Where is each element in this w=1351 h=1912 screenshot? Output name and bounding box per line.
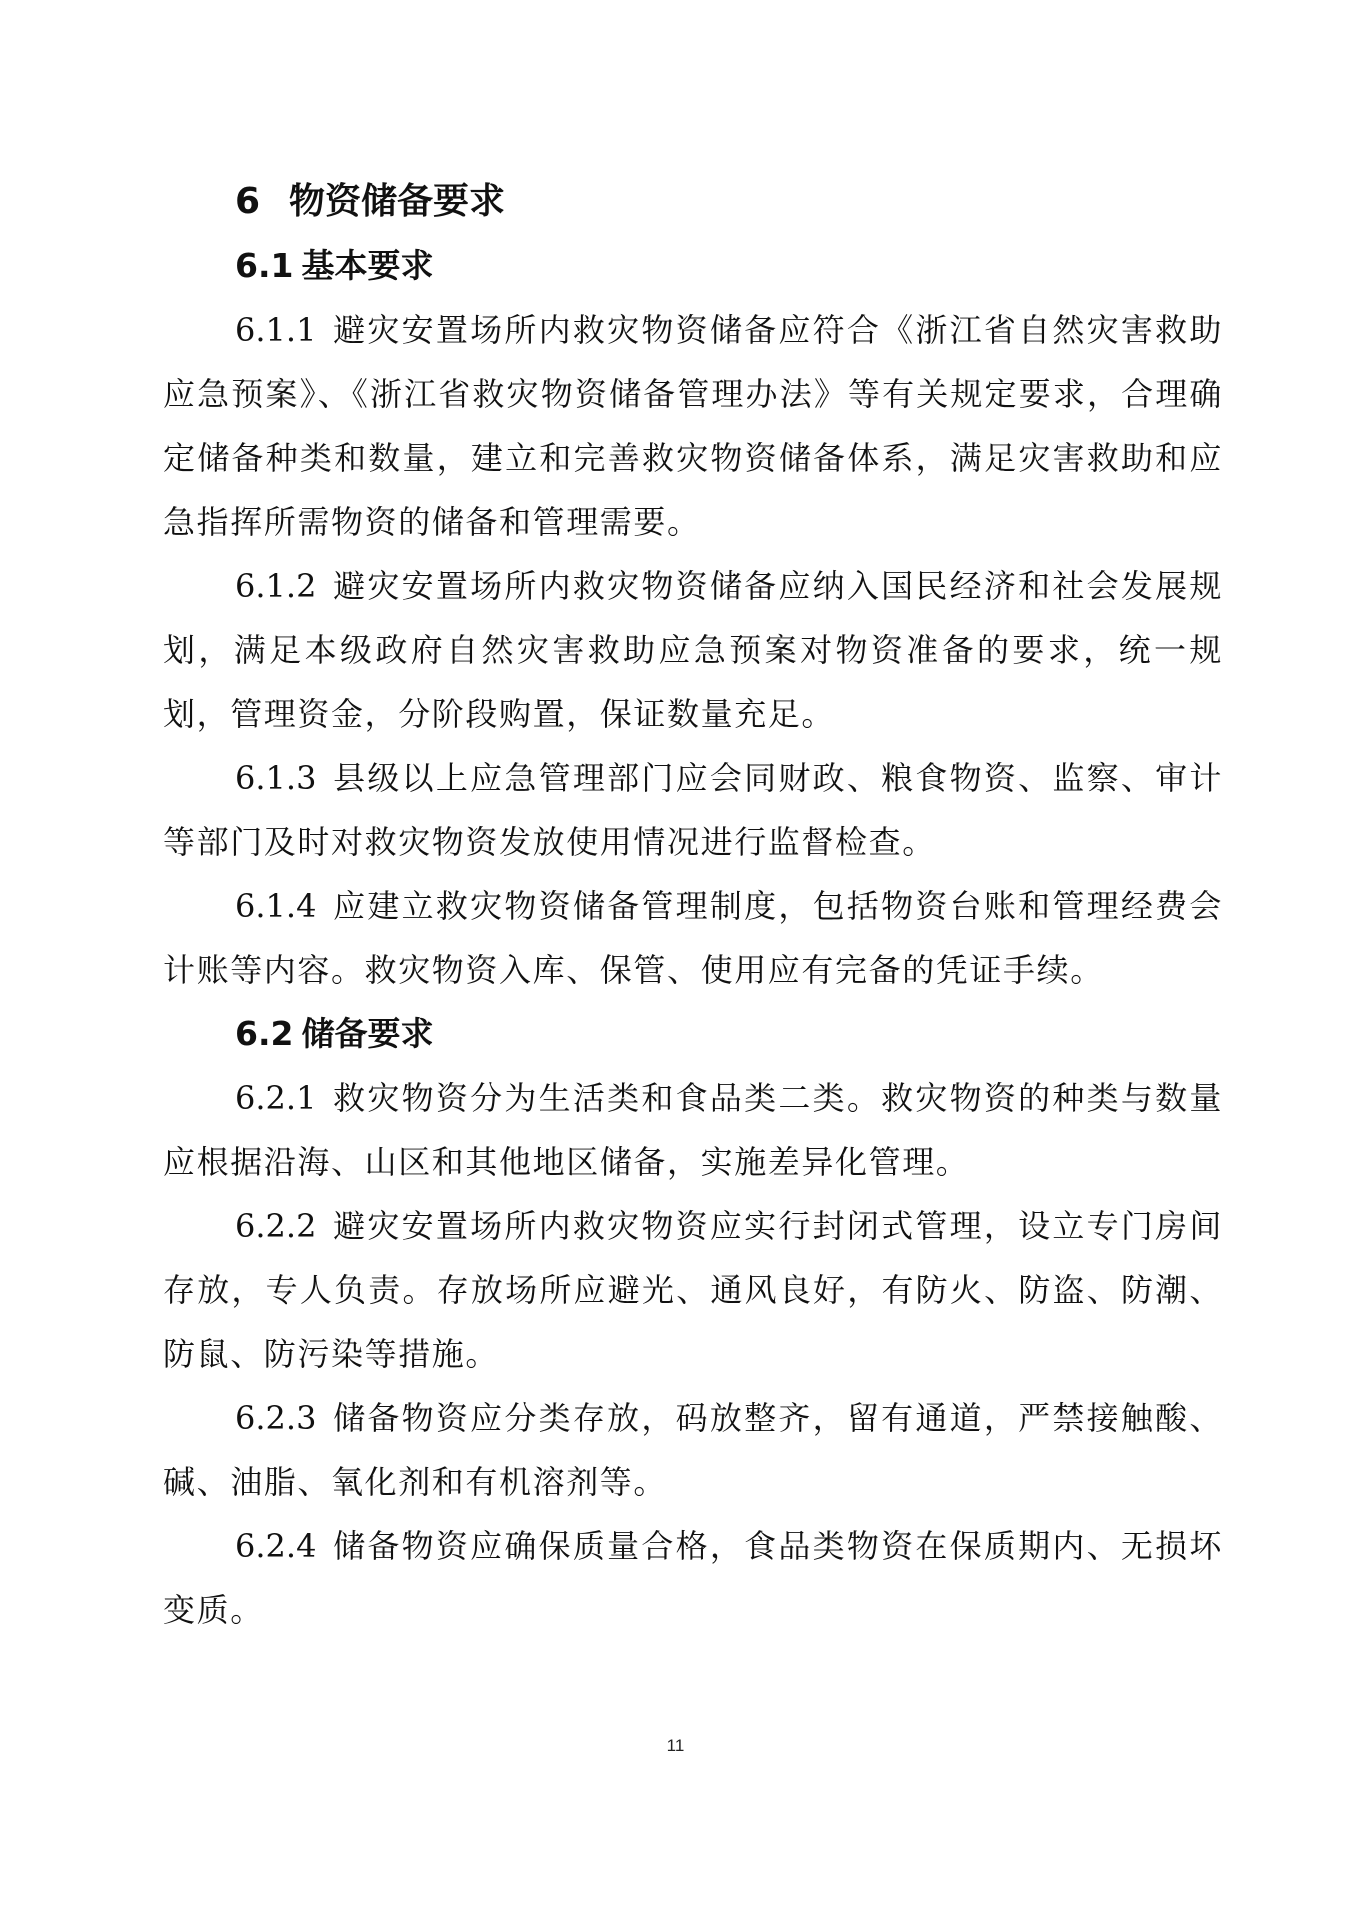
clause-number: 6.1.3 [235, 759, 317, 797]
subsection-title: 储备要求 [301, 1014, 434, 1053]
clause-number: 6.1.2 [235, 567, 317, 605]
clause-number: 6.1.4 [235, 887, 317, 925]
clause-text: 避灾安置场所内救灾物资储备应符合《浙江省自然灾害救助应急预案》、《浙江省救灾物资储备管理办法》等有关规定要求，合理确定储备种类和数量，建立和完善救灾物资储备体系，满足灾害救助和应急指挥所需物资的储备和管理需要。 [163, 311, 1223, 541]
clause-6-2-1 [163, 1066, 1223, 1194]
page-body [163, 170, 1223, 1642]
clause-text: 储备物资应分类存放，码放整齐，留有通道，严禁接触酸、碱、油脂、氧化剂和有机溶剂等。 [163, 1399, 1223, 1501]
section-heading [235, 170, 1223, 234]
subsection-heading-6-2 [235, 1002, 1223, 1066]
clause-6-1-4 [163, 874, 1223, 1002]
subsection-heading-6-1 [235, 234, 1223, 298]
clause-number: 6.2.2 [235, 1207, 317, 1245]
section-number: 6 [235, 181, 261, 222]
subsection-title: 基本要求 [301, 246, 434, 285]
clause-text: 避灾安置场所内救灾物资应实行封闭式管理，设立专门房间存放，专人负责。存放场所应避光、通风良好，有防火、防盗、防潮、防鼠、防污染等措施。 [163, 1207, 1223, 1373]
clause-text: 避灾安置场所内救灾物资储备应纳入国民经济和社会发展规划，满足本级政府自然灾害救助应急预案对物资准备的要求，统一规划，管理资金，分阶段购置，保证数量充足。 [163, 567, 1223, 733]
clause-6-2-3 [163, 1386, 1223, 1514]
clause-6-1-3 [163, 746, 1223, 874]
clause-6-1-1 [163, 298, 1223, 554]
subsection-number: 6.1 [235, 246, 294, 285]
page-number: 11 [666, 1736, 685, 1755]
clause-6-2-2 [163, 1194, 1223, 1386]
clause-text: 县级以上应急管理部门应会同财政、粮食物资、监察、审计等部门及时对救灾物资发放使用情况进行监督检查。 [163, 759, 1223, 861]
clause-text: 救灾物资分为生活类和食品类二类。救灾物资的种类与数量应根据沿海、山区和其他地区储备，实施差异化管理。 [163, 1079, 1223, 1181]
clause-6-1-2 [163, 554, 1223, 746]
clause-text: 应建立救灾物资储备管理制度，包括物资台账和管理经费会计账等内容。救灾物资入库、保管、使用应有完备的凭证手续。 [163, 887, 1223, 989]
clause-number: 6.2.3 [235, 1399, 317, 1437]
clause-text: 储备物资应确保质量合格，食品类物资在保质期内、无损坏变质。 [163, 1527, 1223, 1629]
clause-number: 6.1.1 [235, 311, 317, 349]
section-title: 物资储备要求 [289, 181, 506, 222]
clause-number: 6.2.1 [235, 1079, 317, 1117]
clause-number: 6.2.4 [235, 1527, 317, 1565]
clause-6-2-4 [163, 1514, 1223, 1642]
subsection-number: 6.2 [235, 1014, 294, 1053]
